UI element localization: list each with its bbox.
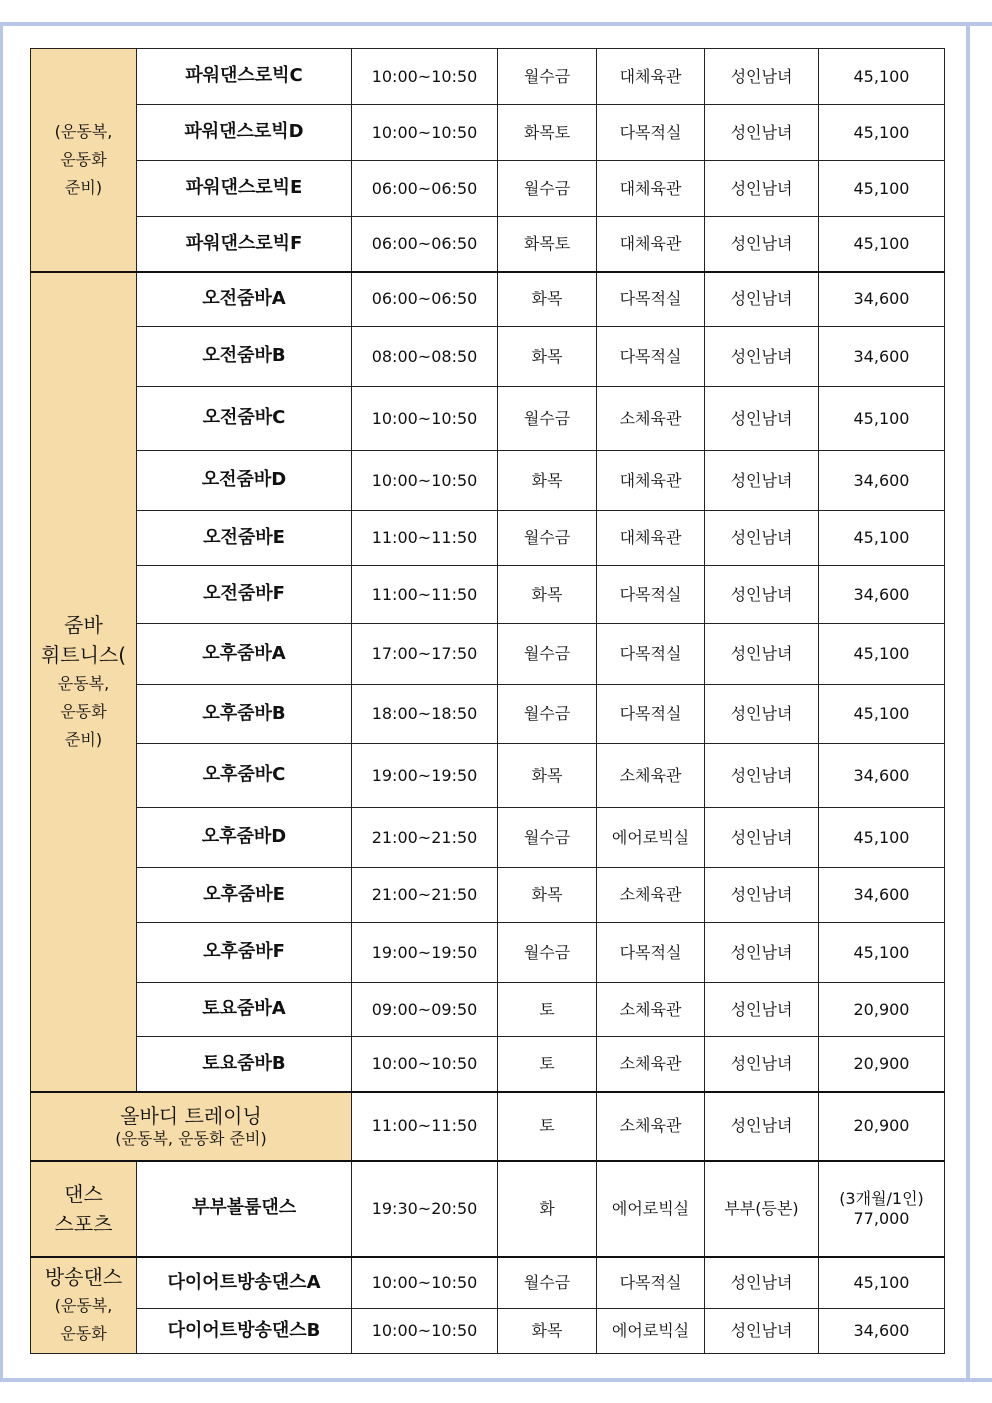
program-days: 월수금: [498, 808, 597, 868]
program-time: 18:00~18:50: [352, 685, 498, 744]
category-powerdance: (운동복, 운동화 준비): [31, 49, 137, 272]
category-zumba: 줌바 휘트니스( 운동복, 운동화 준비): [31, 272, 137, 1092]
program-days: 월수금: [498, 923, 597, 983]
program-days: 화목: [498, 566, 597, 624]
program-fee: 45,100: [819, 624, 945, 685]
program-place: 소체육관: [597, 744, 705, 808]
page-border-left: [0, 22, 3, 1382]
program-name: 오후줌바B: [137, 685, 352, 744]
program-name: 오후줌바E: [137, 868, 352, 923]
program-place: 에어로빅실: [597, 808, 705, 868]
program-time: 08:00~08:50: [352, 327, 498, 387]
program-place: 다목적실: [597, 624, 705, 685]
program-time: 19:00~19:50: [352, 744, 498, 808]
program-days: 화목토: [498, 217, 597, 272]
program-fee: (3개월/1인) 77,000: [819, 1161, 945, 1257]
table-row: [31, 1092, 945, 1161]
program-target: 성인남녀: [705, 624, 819, 685]
program-target: 성인남녀: [705, 923, 819, 983]
program-fee: 45,100: [819, 1257, 945, 1309]
program-target: 성인남녀: [705, 1309, 819, 1354]
program-place: 다목적실: [597, 105, 705, 161]
table-row: [31, 1161, 945, 1257]
program-time: 10:00~10:50: [352, 49, 498, 105]
program-place: 소체육관: [597, 1037, 705, 1092]
program-fee: 45,100: [819, 685, 945, 744]
program-name: 오후줌바C: [137, 744, 352, 808]
table-row: [31, 1257, 945, 1309]
program-target: 성인남녀: [705, 327, 819, 387]
table-row: [31, 624, 945, 685]
program-fee: 34,600: [819, 744, 945, 808]
program-name: 토요줌바A: [137, 983, 352, 1037]
program-target: 성인남녀: [705, 272, 819, 327]
program-target: 성인남녀: [705, 451, 819, 511]
program-days: 화목토: [498, 105, 597, 161]
program-place: 대체육관: [597, 511, 705, 566]
program-target: 부부(등본): [705, 1161, 819, 1257]
program-name: 부부볼룸댄스: [137, 1161, 352, 1257]
program-fee: 45,100: [819, 511, 945, 566]
program-schedule-table: [30, 48, 945, 1354]
program-target: 성인남녀: [705, 1257, 819, 1309]
page-border-bottom: [0, 1378, 992, 1382]
program-days: 월수금: [498, 161, 597, 217]
program-name: 오전줌바A: [137, 272, 352, 327]
program-fee: 45,100: [819, 387, 945, 451]
program-place: 다목적실: [597, 685, 705, 744]
program-fee: 34,600: [819, 566, 945, 624]
program-time: 06:00~06:50: [352, 272, 498, 327]
program-name: 오후줌바D: [137, 808, 352, 868]
program-name: 파워댄스로빅F: [137, 217, 352, 272]
program-fee: 45,100: [819, 161, 945, 217]
program-name: 다이어트방송댄스B: [137, 1309, 352, 1354]
program-target: 성인남녀: [705, 511, 819, 566]
program-place: 에어로빅실: [597, 1309, 705, 1354]
program-days: 토: [498, 983, 597, 1037]
program-place: 소체육관: [597, 983, 705, 1037]
program-target: 성인남녀: [705, 744, 819, 808]
program-place: 대체육관: [597, 451, 705, 511]
program-place: 다목적실: [597, 1257, 705, 1309]
program-place: 다목적실: [597, 923, 705, 983]
table-row: [31, 923, 945, 983]
program-time: 10:00~10:50: [352, 387, 498, 451]
program-target: 성인남녀: [705, 49, 819, 105]
category-broadcast: 방송댄스 (운동복, 운동화: [31, 1257, 137, 1354]
program-place: 다목적실: [597, 327, 705, 387]
program-days: 화목: [498, 327, 597, 387]
program-place: 다목적실: [597, 566, 705, 624]
program-place: 소체육관: [597, 387, 705, 451]
program-time: 19:30~20:50: [352, 1161, 498, 1257]
program-place: 다목적실: [597, 272, 705, 327]
page-border-right: [966, 22, 970, 1382]
program-target: 성인남녀: [705, 105, 819, 161]
program-place: 대체육관: [597, 49, 705, 105]
program-days: 화목: [498, 272, 597, 327]
program-place: 소체육관: [597, 1092, 705, 1161]
program-target: 성인남녀: [705, 1037, 819, 1092]
table-row: [31, 685, 945, 744]
program-time: 19:00~19:50: [352, 923, 498, 983]
program-days: 화: [498, 1161, 597, 1257]
program-target: 성인남녀: [705, 566, 819, 624]
program-time: 09:00~09:50: [352, 983, 498, 1037]
program-fee: 20,900: [819, 983, 945, 1037]
table-row: [31, 451, 945, 511]
program-time: 10:00~10:50: [352, 1257, 498, 1309]
program-fee: 45,100: [819, 217, 945, 272]
program-place: 대체육관: [597, 161, 705, 217]
program-target: 성인남녀: [705, 161, 819, 217]
program-time: 21:00~21:50: [352, 868, 498, 923]
program-days: 월수금: [498, 624, 597, 685]
program-target: 성인남녀: [705, 217, 819, 272]
program-time: 21:00~21:50: [352, 808, 498, 868]
table-row: [31, 511, 945, 566]
table-row: [31, 217, 945, 272]
program-time: 06:00~06:50: [352, 161, 498, 217]
program-fee: 34,600: [819, 327, 945, 387]
program-fee: 34,600: [819, 451, 945, 511]
table-row: [31, 272, 945, 327]
program-days: 화목: [498, 1309, 597, 1354]
program-fee: 45,100: [819, 105, 945, 161]
program-name: 오후줌바F: [137, 923, 352, 983]
program-time: 11:00~11:50: [352, 511, 498, 566]
table-row: [31, 983, 945, 1037]
program-fee: 34,600: [819, 1309, 945, 1354]
program-time: 10:00~10:50: [352, 1037, 498, 1092]
program-time: 11:00~11:50: [352, 1092, 498, 1161]
program-fee: 45,100: [819, 49, 945, 105]
program-fee: 34,600: [819, 868, 945, 923]
table-row: [31, 808, 945, 868]
program-target: 성인남녀: [705, 868, 819, 923]
program-time: 10:00~10:50: [352, 451, 498, 511]
table-row: [31, 387, 945, 451]
program-time: 11:00~11:50: [352, 566, 498, 624]
table-row: [31, 1309, 945, 1354]
program-target: 성인남녀: [705, 685, 819, 744]
table-row: [31, 566, 945, 624]
table-row: [31, 161, 945, 217]
program-name: 오후줌바A: [137, 624, 352, 685]
table-row: [31, 105, 945, 161]
program-target: 성인남녀: [705, 387, 819, 451]
program-name: 파워댄스로빅E: [137, 161, 352, 217]
table-row: [31, 327, 945, 387]
program-fee: 45,100: [819, 808, 945, 868]
program-name: 오전줌바B: [137, 327, 352, 387]
program-name: 오전줌바C: [137, 387, 352, 451]
table-row: [31, 744, 945, 808]
program-name: 오전줌바E: [137, 511, 352, 566]
page-border-top: [0, 22, 992, 26]
category-allbody: 올바디 트레이닝 (운동복, 운동화 준비): [31, 1092, 352, 1161]
program-days: 월수금: [498, 1257, 597, 1309]
table-row: [31, 868, 945, 923]
program-place: 대체육관: [597, 217, 705, 272]
program-name: 토요줌바B: [137, 1037, 352, 1092]
program-days: 화목: [498, 451, 597, 511]
program-place: 에어로빅실: [597, 1161, 705, 1257]
program-name: 다이어트방송댄스A: [137, 1257, 352, 1309]
program-place: 소체육관: [597, 868, 705, 923]
program-time: 06:00~06:50: [352, 217, 498, 272]
program-fee: 34,600: [819, 272, 945, 327]
program-target: 성인남녀: [705, 1092, 819, 1161]
program-days: 월수금: [498, 685, 597, 744]
program-fee: 45,100: [819, 923, 945, 983]
program-time: 10:00~10:50: [352, 105, 498, 161]
program-name: 오전줌바D: [137, 451, 352, 511]
program-days: 월수금: [498, 49, 597, 105]
table-row: [31, 49, 945, 105]
program-days: 토: [498, 1037, 597, 1092]
program-target: 성인남녀: [705, 808, 819, 868]
program-days: 월수금: [498, 511, 597, 566]
program-time: 10:00~10:50: [352, 1309, 498, 1354]
category-dancesport: 댄스 스포츠: [31, 1161, 137, 1257]
program-fee: 20,900: [819, 1037, 945, 1092]
program-time: 17:00~17:50: [352, 624, 498, 685]
program-fee: 20,900: [819, 1092, 945, 1161]
program-name: 오전줌바F: [137, 566, 352, 624]
program-days: 화목: [498, 868, 597, 923]
program-days: 토: [498, 1092, 597, 1161]
table-row: [31, 1037, 945, 1092]
program-target: 성인남녀: [705, 983, 819, 1037]
program-name: 파워댄스로빅D: [137, 105, 352, 161]
program-days: 화목: [498, 744, 597, 808]
program-name: 파워댄스로빅C: [137, 49, 352, 105]
program-days: 월수금: [498, 387, 597, 451]
